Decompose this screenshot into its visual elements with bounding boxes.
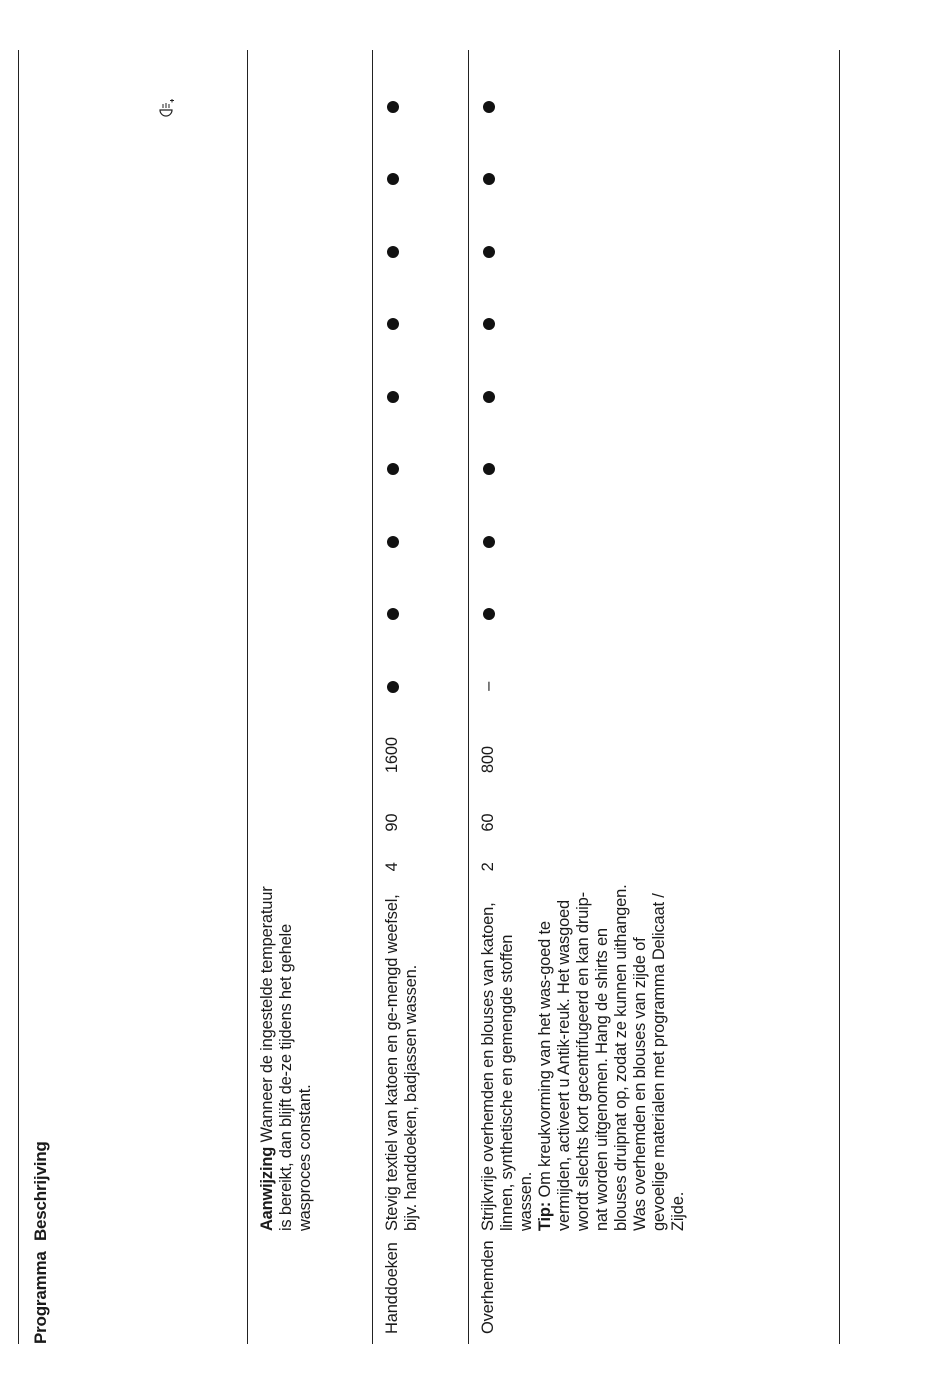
rinse-plus-icon: [157, 99, 175, 117]
header-icon-cell: [19, 50, 248, 123]
max-temp: 60: [479, 813, 497, 832]
option-not-available: –: [479, 681, 497, 691]
option-mark: [373, 195, 469, 268]
program-description: Strijkvrije overhemden en blouses van katoen, linnen, synthetische en gemengde stoffen wassen. Tip: Om kreukvorming van het was-goed te vermijden, activeert u Antik-reuk. Het wasgoed wordt slechts kort gecentrifugeerd en kan druip-nat worden uitgenomen. Hang de shirts en blouses druipnat op, zodat ze kunnen uithangen. Was overhemden en blouses van zijde of gevoelige materialen met programma Delicaat / Zijde.: [479, 884, 687, 1232]
option-mark: [469, 413, 840, 486]
option-mark: [373, 630, 469, 703]
program-name: Overhemden: [479, 1240, 497, 1334]
option-mark: [373, 413, 469, 486]
option-mark: [469, 558, 840, 631]
option-mark: [469, 268, 840, 341]
table-row: [469, 50, 840, 1344]
option-mark: [373, 485, 469, 558]
max-temp: 90: [383, 813, 401, 832]
option-mark: [469, 485, 840, 558]
option-mark: [469, 195, 840, 268]
option-mark: [373, 268, 469, 341]
program-description: Stevig textiel van katoen en ge-mengd weefsel, bijv. handdoeken, badjassen wassen.: [383, 894, 420, 1232]
header-program: Programma: [31, 1251, 50, 1344]
option-mark: [469, 50, 840, 123]
max-load: 4: [383, 862, 401, 872]
max-spin: 800: [479, 746, 497, 774]
max-spin: 1600: [383, 737, 401, 774]
header-description: Beschrijving: [31, 1141, 50, 1242]
option-mark: [373, 340, 469, 413]
table-end-rule: [840, 50, 843, 1344]
max-load: 2: [479, 862, 497, 872]
option-mark: [469, 340, 840, 413]
program-table: [18, 50, 842, 1344]
option-mark: [469, 123, 840, 196]
option-mark: [373, 123, 469, 196]
note-row: [248, 50, 373, 1344]
option-mark: [373, 558, 469, 631]
program-name: Handdoeken: [383, 1242, 401, 1334]
header-row: [19, 50, 248, 1344]
note-text: Aanwijzing Wanneer de ingestelde temperatuur is bereikt, dan blijft de-ze tijdens het gehele wasproces constant.: [258, 886, 314, 1232]
table-row: [373, 50, 469, 1344]
option-mark: [373, 50, 469, 123]
